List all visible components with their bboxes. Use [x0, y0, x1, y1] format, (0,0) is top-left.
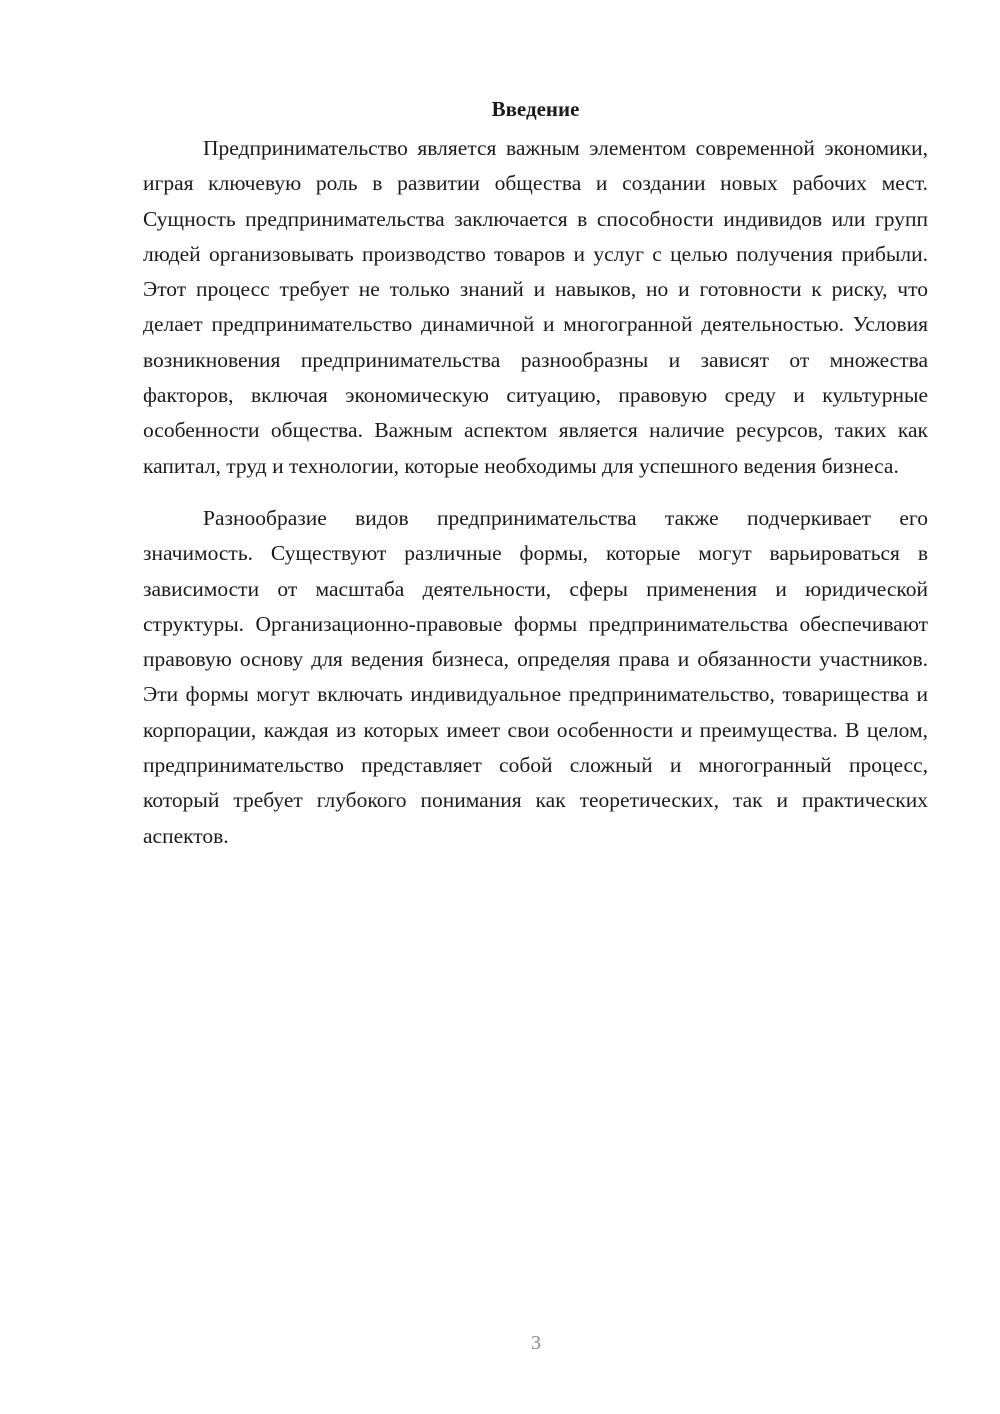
paragraph-1: Предпринимательство является важным элементом современной экономики, играя ключевую роль в развитии общества и создании новых рабочих мест. Сущность предпринимательства заключается в способности индивидов или групп людей организовывать производство товаров и услуг с целью получения прибыли. Этот процесс требует не только знаний и навыков, но и готовности к риску, что делает предпринимательство динамичной и многогранной деятельностью. Условия возникновения предпринимательства разнообразны и зависят от множества факторов, включая экономическую ситуацию, правовую среду и культурные особенности общества. Важным аспектом является наличие ресурсов, таких как капитал, труд и технологии, которые необходимы для успешного ведения бизнеса. [143, 136, 928, 478]
section-heading: Введение [491, 97, 580, 121]
paragraph-2: Разнообразие видов предпринимательства также подчеркивает его значимость. Существуют различные формы, которые могут варьироваться в зависимости от масштаба деятельности, сферы применения и юридической структуры. Организационно-правовые формы предпринимательства обеспечивают правовую основу для ведения бизнеса, определяя права и обязанности участников. Эти формы могут включать индивидуальное предпринимательство, товарищества и корпорации, каждая из которых имеет свои особенности и преимущества. В целом, предпринимательство представляет собой сложный и многогранный процесс, который требует глубокого понимания как теоретических, так и практических аспектов. [143, 505, 928, 848]
page-number: 3 [531, 1332, 541, 1354]
page-content [143, 92, 928, 854]
